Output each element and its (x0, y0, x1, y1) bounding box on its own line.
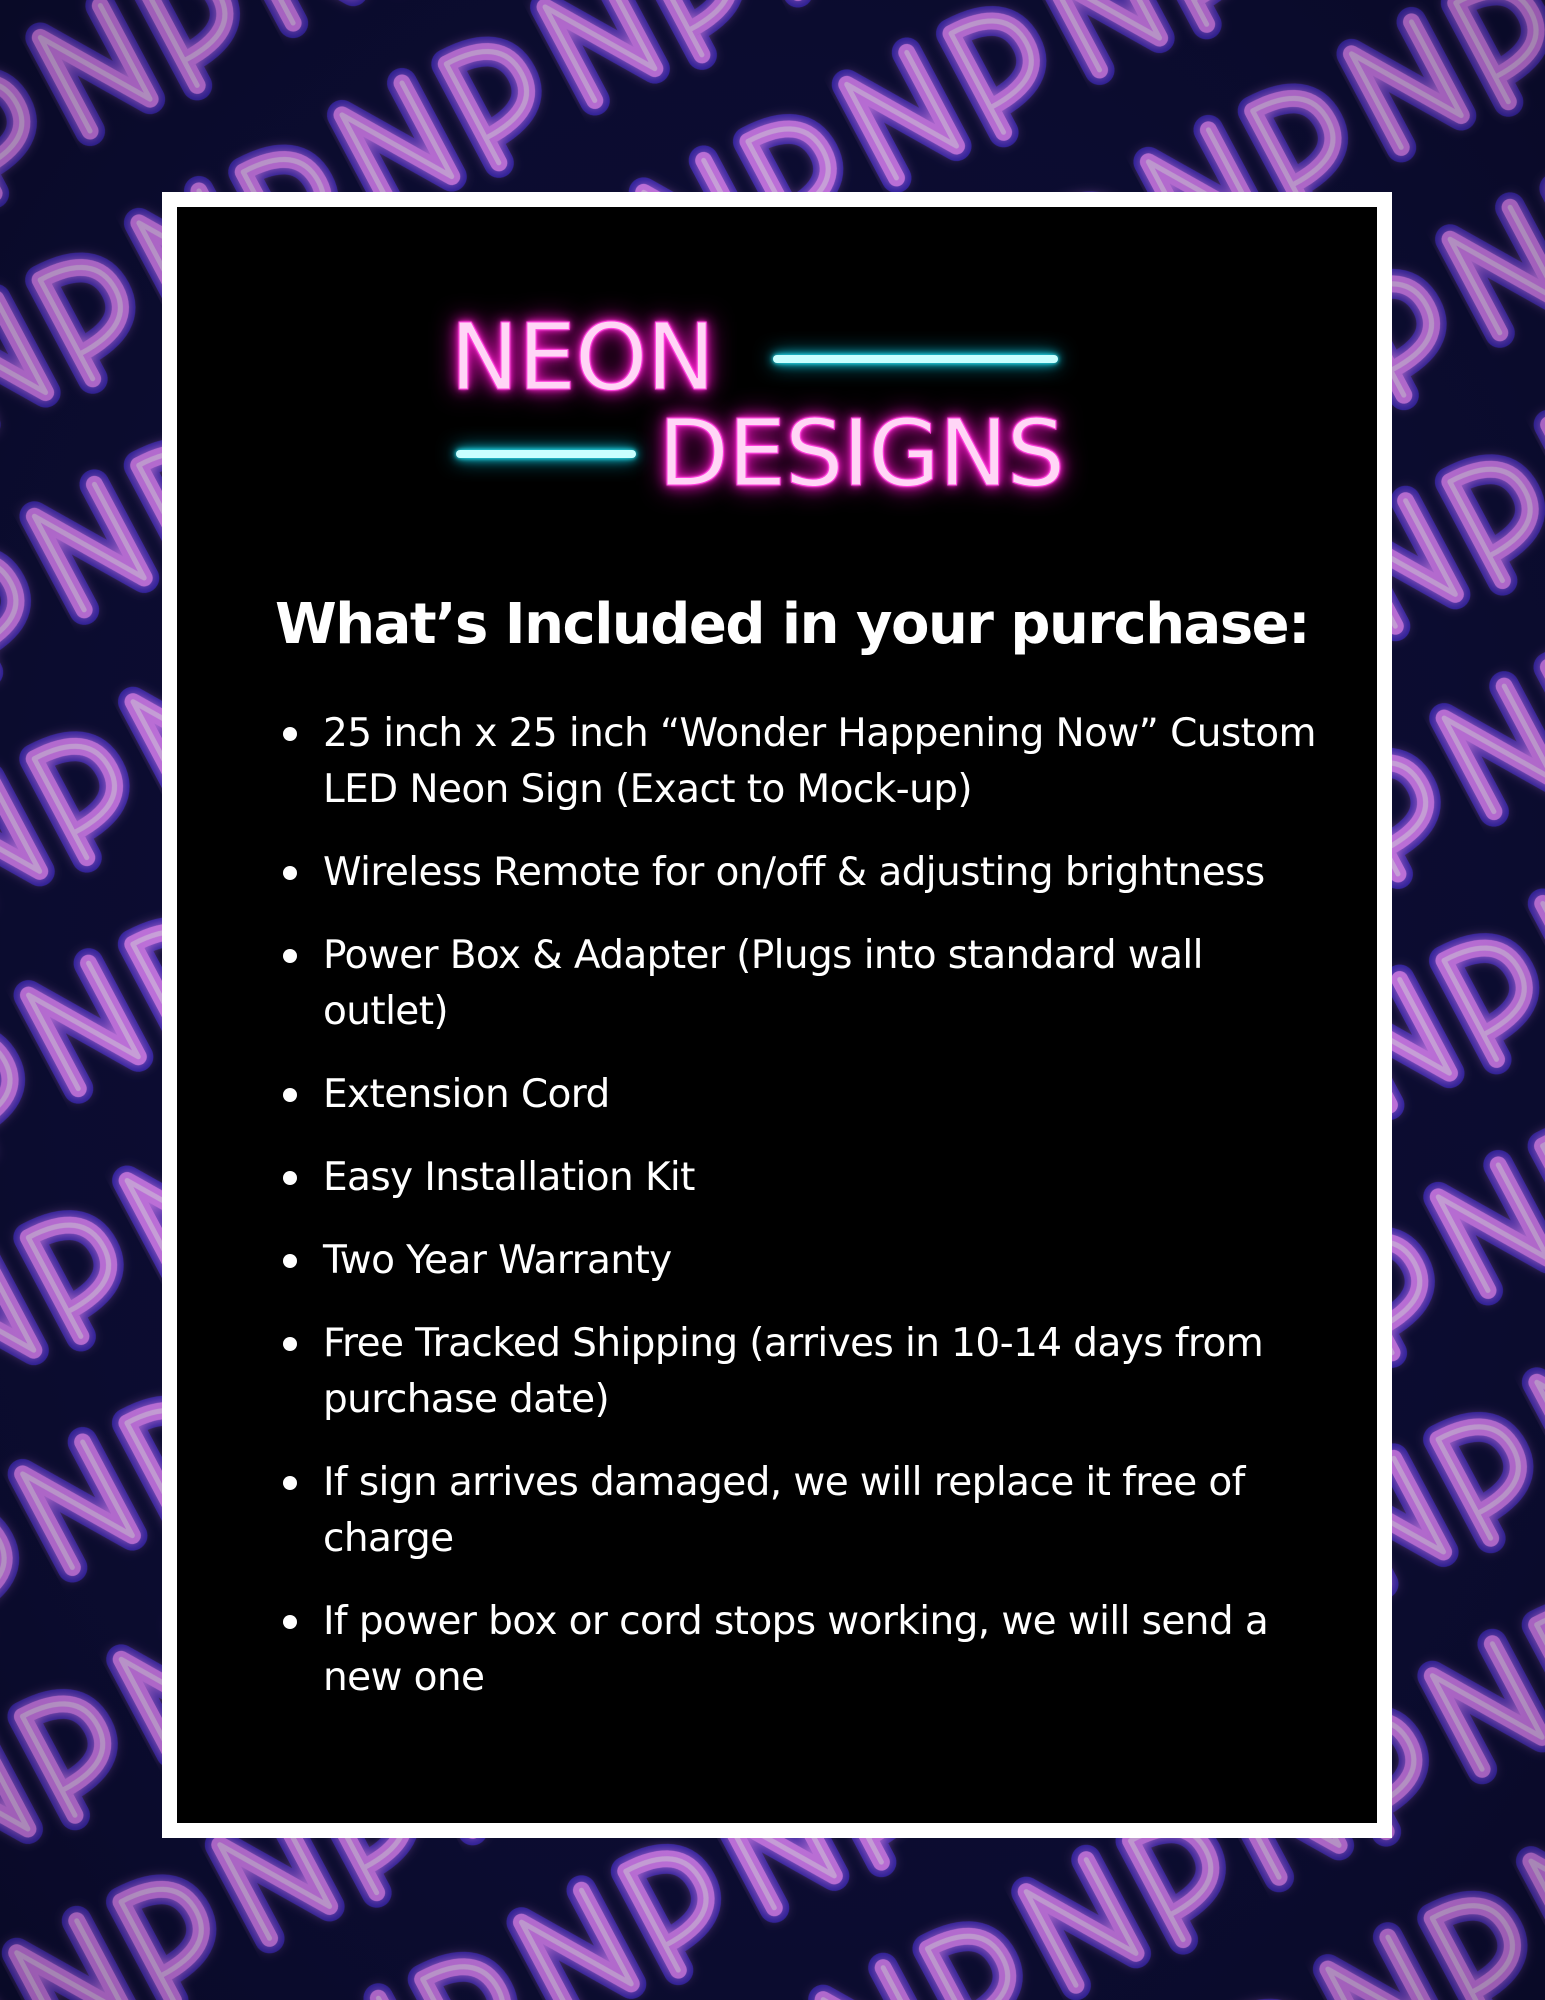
logo-neon-bar-top (773, 355, 1058, 363)
bullet-icon (283, 1254, 297, 1268)
bullet-icon (283, 1088, 297, 1102)
list-item (275, 845, 1335, 901)
list-item (275, 1233, 1335, 1289)
list-item (275, 706, 1335, 818)
list-item-text: If sign arrives damaged, we will replace it free of charge (323, 1460, 1245, 1561)
bullet-icon (283, 727, 297, 741)
list-item (275, 1316, 1335, 1428)
bullet-icon (283, 1171, 297, 1185)
list-item-text: Easy Installation Kit (323, 1155, 695, 1200)
section-heading: What’s Included in your purchase: (275, 592, 1310, 657)
bullet-icon (283, 949, 297, 963)
list-item-text: 25 inch x 25 inch “Wonder Happening Now” Custom LED Neon Sign (Exact to Mock-up) (323, 711, 1316, 812)
list-item (275, 1594, 1335, 1706)
list-item-text: Two Year Warranty (323, 1238, 672, 1283)
list-item-text: Wireless Remote for on/off & adjusting brightness (323, 850, 1265, 895)
logo-neon-bar-bottom (456, 450, 636, 458)
list-item (275, 1455, 1335, 1567)
list-item (275, 928, 1335, 1040)
list-item-text: Power Box & Adapter (Plugs into standard wall outlet) (323, 933, 1203, 1034)
list-item (275, 1150, 1335, 1206)
bullet-icon (283, 1476, 297, 1490)
neon-designs-logo (440, 300, 1090, 510)
bullet-icon (283, 1615, 297, 1629)
list-item-text: If power box or cord stops working, we will send a new one (323, 1599, 1269, 1700)
bullet-icon (283, 866, 297, 880)
list-item (275, 1067, 1335, 1123)
list-item-text: Free Tracked Shipping (arrives in 10-14 days from purchase date) (323, 1321, 1264, 1422)
list-item-text: Extension Cord (323, 1072, 610, 1117)
logo-word-designs: DESIGNS (658, 400, 1065, 507)
bullet-icon (283, 1337, 297, 1351)
included-items-list (275, 706, 1335, 1733)
logo-word-neon: NEON (450, 304, 715, 411)
